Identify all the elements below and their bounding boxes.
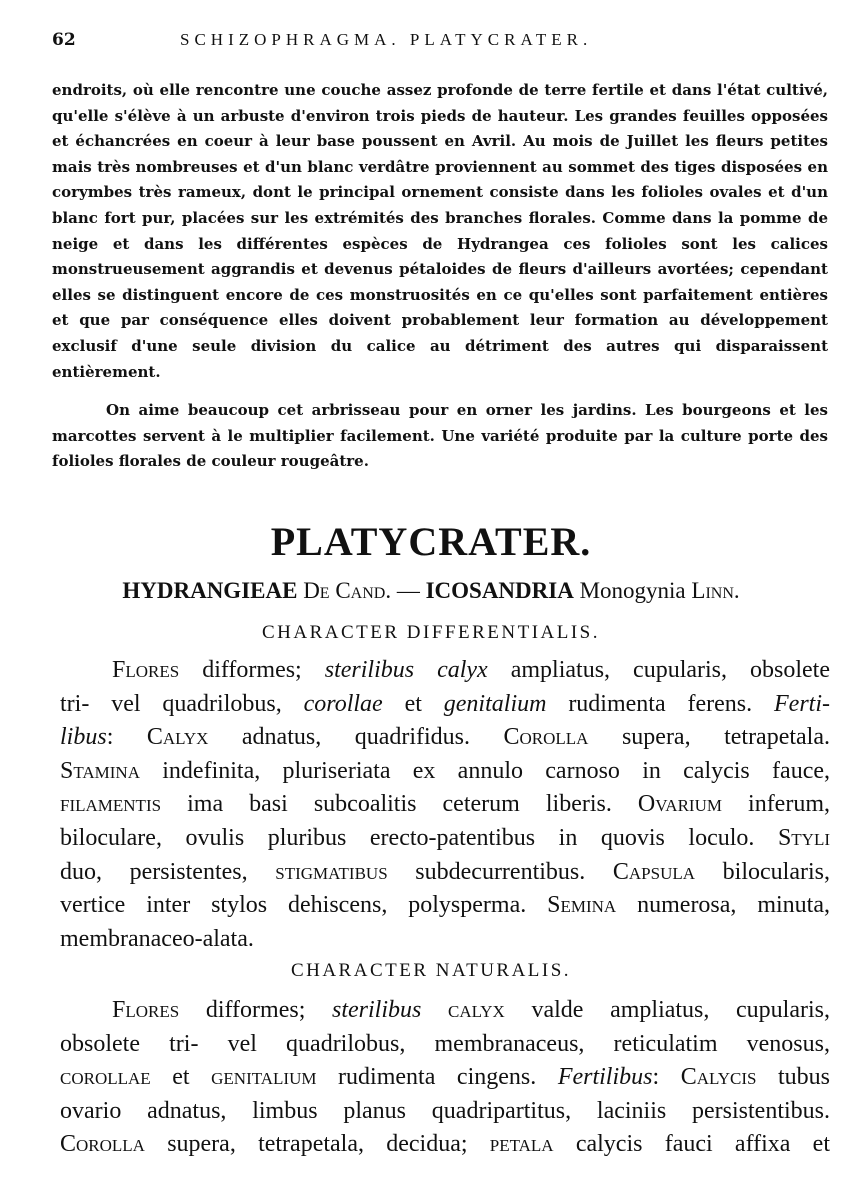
order-author: Linn. — [691, 578, 740, 603]
text-segment: supera, tetrapetala, decidua; — [144, 1131, 490, 1158]
linnaean-order: Monogynia — [579, 578, 686, 603]
text-segment: Capsula — [612, 858, 696, 885]
text-segment: corollae — [303, 690, 383, 717]
text-line — [60, 889, 830, 923]
text-line — [60, 721, 830, 755]
classification-dash: — — [396, 578, 420, 603]
text-segment: Semina — [547, 892, 617, 919]
text-segment: calycis fauci affixa et — [553, 1131, 830, 1158]
french-paragraph-1: endroits, où elle rencontre une couche assez profonde de terre fertile et dans l'état cultivé, qu'elle s'élève à un arbuste d'environ trois pieds de hauteur. Les grandes feuilles opposées et échancrées en coeur à leur base poussent en Avril. Au mois de Juillet les fleurs petites mais très nombreuses et d'un blanc verdâtre proviennent au sommet des tiges disposées en corymbes très rameux, dont le principal ornement consiste dans les folioles ovales et d'un blanc fort pur, placées sur les extrémités des branches florales. Comme dans la pomme de neige et dans les différentes espèces de Hydrangea ces folioles sont les calices monstrueusement aggrandis et devenus pétaloides de fleurs d'ailleurs avortées; cependant elles se distinguent encore de ces monstruosités en ce qu'elles sont parfaitement entières et que par conséquence elles doivent probablement leur formation au développement exclusif d'une seule division du calice au détriment des autres qui disparaissent entièrement. — [52, 81, 828, 381]
text-segment: libus — [60, 724, 107, 751]
text-segment: tubus — [756, 1064, 831, 1091]
text-segment: rudimenta ferens. — [546, 690, 775, 717]
running-title: SCHIZOPHRAGMA. PLATYCRATER. — [180, 30, 593, 49]
text-segment: subdecurrentibus. — [387, 858, 613, 885]
running-head — [52, 30, 842, 60]
text-line — [60, 856, 830, 890]
text-segment: et — [382, 690, 444, 717]
text-segment: Stamina — [60, 757, 140, 784]
text-segment: Flores — [112, 997, 180, 1023]
text-segment: tri- vel quadrilobus, — [60, 690, 304, 717]
text-segment: ovario adnatus, limbus planus quadripartitus, laciniis persistentibus. — [60, 1097, 830, 1124]
text-segment: Ferti- — [774, 690, 830, 717]
text-segment: petala — [489, 1131, 554, 1158]
text-line — [60, 822, 830, 856]
text-segment: filamentis — [60, 791, 162, 818]
text-segment: vertice inter stylos dehiscens, polysperma. — [60, 892, 548, 919]
text-segment: biloculare, ovulis pluribus erecto-patentibus in quovis loculo. — [60, 824, 778, 851]
text-segment: bilocularis, — [695, 858, 830, 885]
text-segment: numerosa, minuta, — [616, 892, 830, 919]
text-line — [60, 1095, 830, 1129]
text-line — [60, 1128, 830, 1162]
text-segment: difformes; — [179, 657, 325, 683]
text-segment: genitalium — [211, 1064, 317, 1091]
text-segment: adnatus, quadrifidus. — [208, 724, 504, 751]
text-segment: difformes; — [179, 997, 332, 1023]
heading-character-naturalis: CHARACTER NATURALIS. — [290, 960, 572, 981]
linnaean-class: ICOSANDRIA — [425, 578, 574, 603]
text-segment: genitalium — [443, 690, 547, 717]
text-segment: calyx — [447, 997, 505, 1023]
text-line — [60, 923, 830, 957]
text-segment: supera, tetrapetala. — [588, 724, 831, 751]
character-differentialis-text — [60, 654, 830, 956]
text-segment: Ovarium — [637, 791, 722, 818]
text-segment: Corolla — [503, 724, 589, 751]
text-segment: Calyx — [146, 724, 209, 751]
text-segment: sterilibus — [332, 997, 422, 1023]
text-line — [60, 788, 830, 822]
text-segment: indefinita, pluriseriata ex annulo carnoso in calycis fauce, — [139, 757, 830, 784]
text-segment: Calycis — [680, 1064, 757, 1091]
text-segment: inferum, — [721, 791, 830, 818]
text-line — [60, 1028, 830, 1062]
text-segment: Corolla — [60, 1131, 145, 1158]
text-segment: membranaceo-alata. — [60, 925, 254, 952]
text-line — [60, 1061, 830, 1095]
heading-character-differentialis: CHARACTER DIFFERENTIALIS. — [261, 622, 600, 643]
tribe-name: HYDRANGIEAE — [122, 578, 298, 603]
text-line — [60, 654, 830, 688]
french-paragraph-2: On aime beaucoup cet arbrisseau pour en orner les jardins. Les bourgeons et les marcottes servent à le multiplier facilement. Une variété produite par la culture porte des folioles florales de couleur rougeâtre. — [52, 401, 828, 471]
text-segment: : — [106, 724, 147, 751]
text-line — [60, 755, 830, 789]
classification-line — [0, 578, 862, 604]
genus-title: PLATYCRATER. — [270, 519, 592, 564]
text-segment: obsolete tri- vel quadrilobus, membranaceus, reticulatim venosus, — [60, 1030, 830, 1057]
text-segment: duo, persistentes, — [60, 858, 276, 885]
text-segment: valde ampliatus, cupularis, — [504, 997, 831, 1023]
text-line — [60, 688, 830, 722]
text-segment: : — [652, 1064, 681, 1091]
text-segment: et — [150, 1064, 212, 1091]
text-segment: rudimenta cingens. — [316, 1064, 558, 1091]
text-segment: sterilibus calyx — [324, 657, 488, 683]
text-segment: stigmatibus — [275, 858, 388, 885]
text-segment: Styli — [777, 824, 830, 851]
text-segment: Fertilibus — [557, 1064, 653, 1091]
page-number: 62 — [52, 30, 76, 50]
tribe-author: De Cand. — [303, 578, 392, 603]
character-naturalis-text — [60, 994, 830, 1162]
text-segment: ima basi subcoalitis ceterum liberis. — [161, 791, 638, 818]
text-segment: corollae — [60, 1064, 151, 1091]
text-segment: ampliatus, cupularis, obsolete — [487, 657, 830, 683]
text-segment: Flores — [112, 657, 180, 683]
text-segment — [421, 997, 448, 1023]
text-line — [60, 994, 830, 1028]
